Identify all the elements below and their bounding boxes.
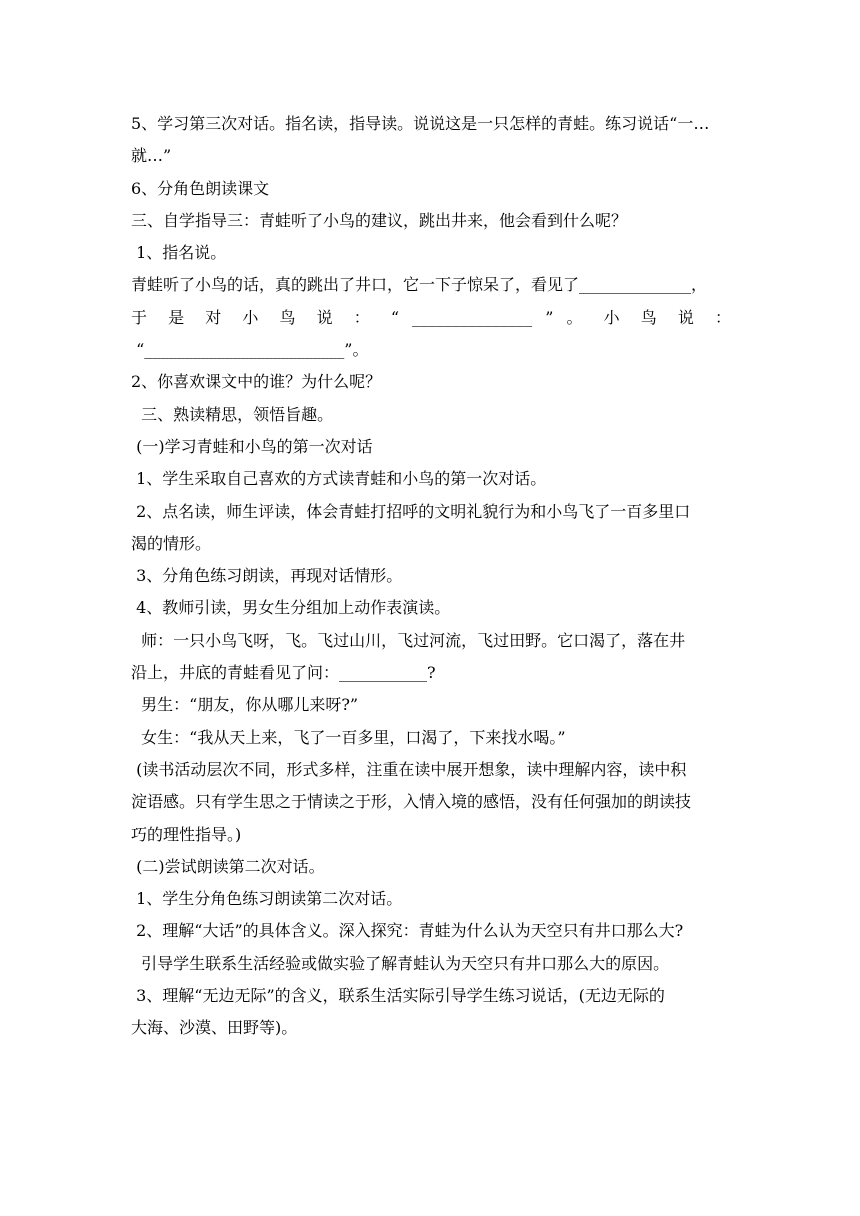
document-body <box>131 108 731 1045</box>
section-heading: 三、自学指导三：青蛙听了小鸟的建议，跳出井来，他会看到什么呢？ <box>131 210 628 230</box>
paragraph-line: 6、分角色朗读课文 <box>131 178 270 198</box>
paragraph-line: 3、理解“无边无际”的含义，联系生活实际引导学生练习说话，(无边无际的 <box>131 986 665 1006</box>
paragraph-line: 2、理解“大话”的具体含义。深入探究：青蛙为什么认为天空只有井口那么大? <box>131 921 684 941</box>
fill-in-line: 青蛙听了小鸟的话，真的跳出了井口，它一下子惊呆了，看见了______________， <box>131 275 708 295</box>
paragraph-line: 3、分角色练习朗读，再现对话情形。 <box>131 566 403 586</box>
fill-in-line: 于 是 对 小 鸟 说 ： “ _______________ ” 。 小 鸟 说 ： <box>131 307 731 327</box>
paragraph-line: 1、指名说。 <box>131 243 227 263</box>
fill-in-line: “_________________________”。 <box>131 340 369 360</box>
paragraph-line: 1、学生采取自己喜欢的方式读青蛙和小鸟的第一次对话。 <box>131 469 547 489</box>
paragraph-line: 1、学生分角色练习朗读第二次对话。 <box>131 889 403 909</box>
paragraph-line: 2、点名读，师生评读，体会青蛙打招呼的文明礼貌行为和小鸟飞了一百多里口 <box>131 501 691 521</box>
paragraph-line: 5、学习第三次对话。指名读，指导读。说说这是一只怎样的青蛙。练习说话“一… <box>131 114 710 133</box>
subsection-heading: (一)学习青蛙和小鸟的第一次对话 <box>131 436 373 456</box>
paragraph-line: 渴的情形。 <box>131 533 212 553</box>
paragraph-line: 大海、沙漠、田野等)。 <box>131 1018 298 1038</box>
dialogue-line: 师：一只小鸟飞呀，飞。飞过山川，飞过河流，飞过田野。它口渴了，落在井 <box>131 630 686 650</box>
dialogue-line: 女生：“我从天上来，飞了一百多里，口渴了，下来找水喝。” <box>131 727 566 747</box>
fill-in-line: 沿上，井底的青蛙看见了问：___________? <box>131 663 436 683</box>
paragraph-line: 引导学生联系生活经验或做实验了解青蛙认为天空只有井口那么大的原因。 <box>131 953 670 973</box>
dialogue-line: 男生：“朋友，你从哪儿来呀?” <box>131 695 359 715</box>
paragraph-line: 4、教师引读，男女生分组加上动作表演读。 <box>131 598 451 618</box>
paragraph-line: (读书活动层次不同，形式多样，注重在读中展开想象，读中理解内容，读中积 <box>131 759 687 779</box>
paragraph-line: 就…” <box>131 146 172 166</box>
paragraph-line: 2、你喜欢课文中的谁？为什么呢？ <box>131 372 382 392</box>
subsection-heading: (二)尝试朗读第二次对话。 <box>131 856 325 876</box>
paragraph-line: 淀语感。只有学生思之于情读之于形，入情入境的感悟，没有任何强加的朗读技 <box>131 792 692 812</box>
paragraph-line: 巧的理性指导。) <box>131 824 242 844</box>
section-heading: 三、熟读精思，领悟旨趣。 <box>131 404 334 424</box>
